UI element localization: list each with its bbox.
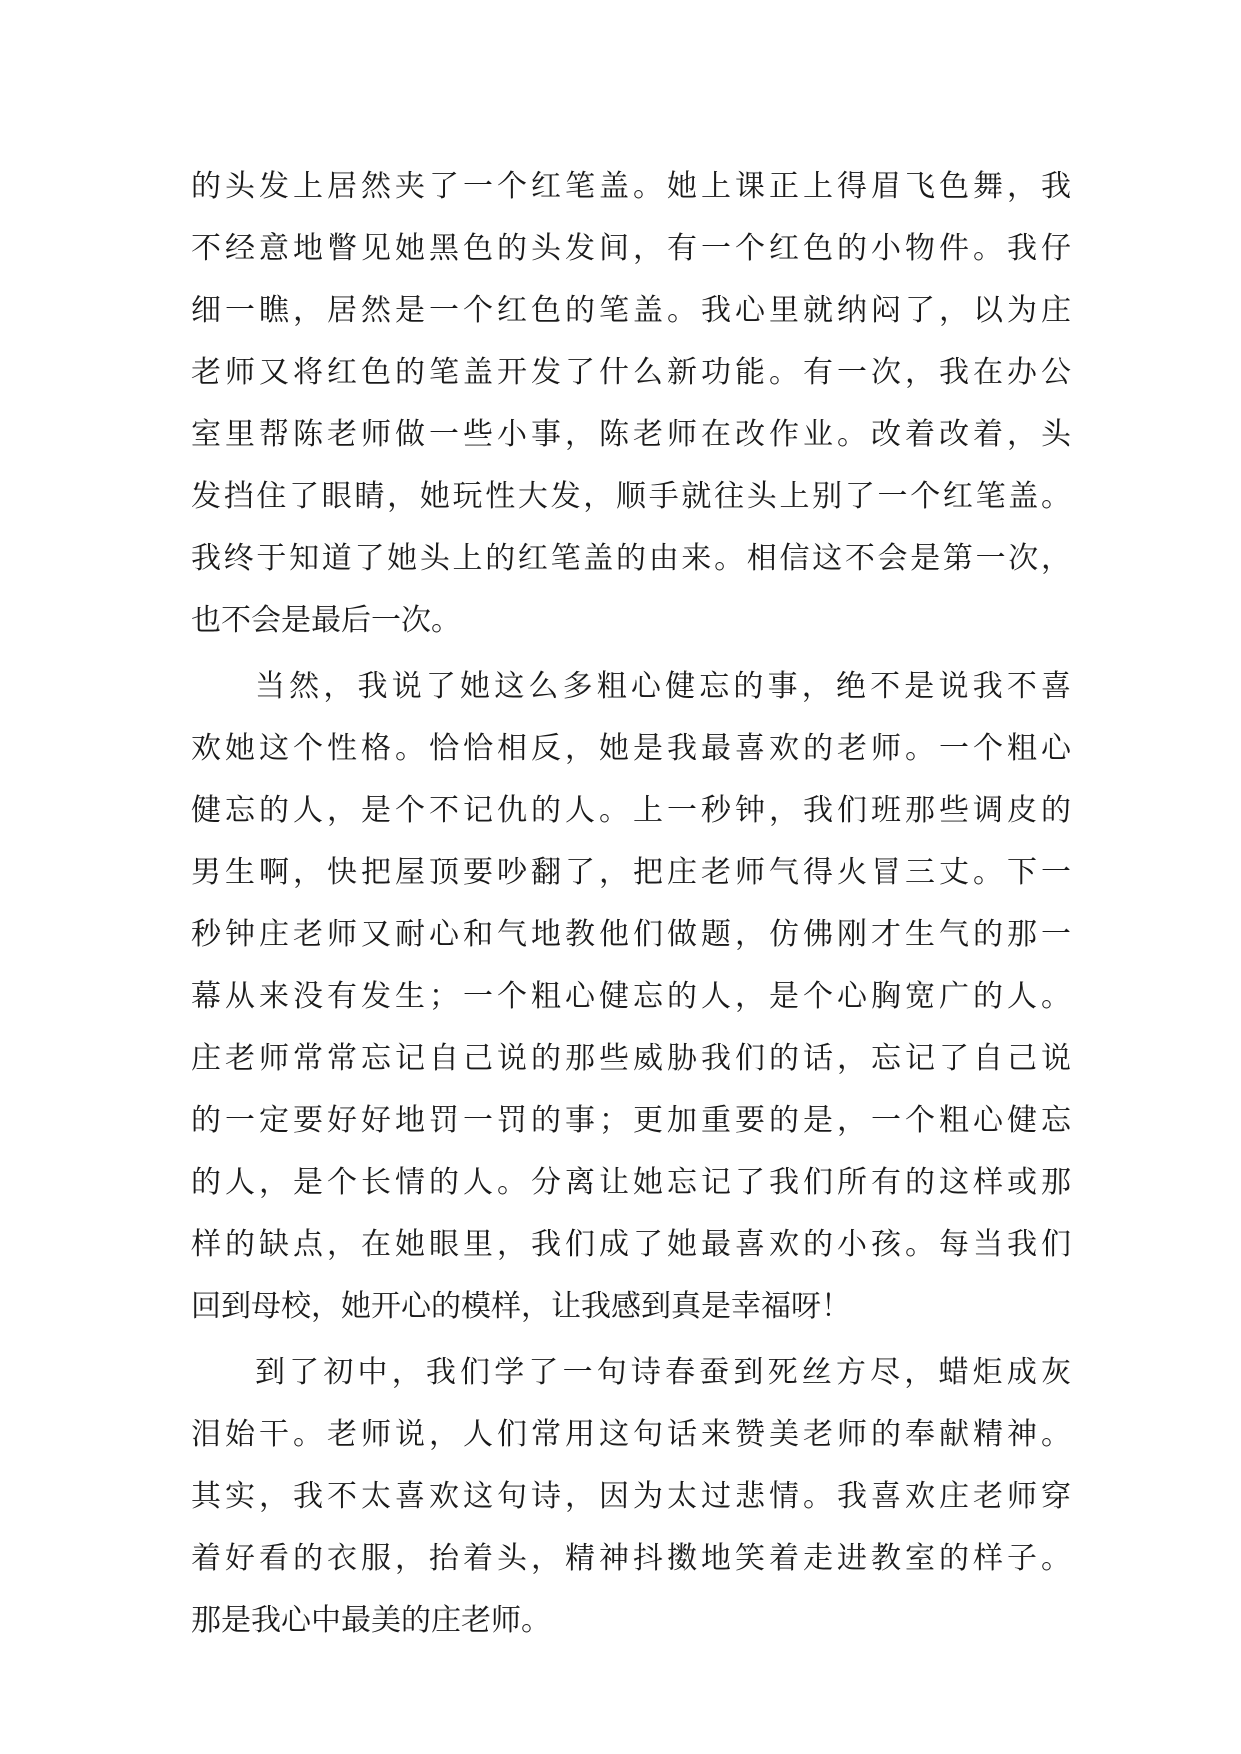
text-line: 男生啊，快把屋顶要吵翻了，把庄老师气得火冒三丈。下一 — [191, 855, 1071, 890]
text-line: 的人，是个长情的人。分离让她忘记了我们所有的这样或那 — [191, 1165, 1071, 1200]
document-body — [191, 156, 1071, 1652]
text-line: 也不会是最后一次。 — [191, 603, 461, 638]
text-line: 我终于知道了她头上的红笔盖的由来。相信这不会是第一次， — [191, 541, 1071, 576]
text-line: 的一定要好好地罚一罚的事；更加重要的是，一个粗心健忘 — [191, 1103, 1071, 1138]
paragraph-3 — [191, 1342, 1071, 1652]
text-line: 不经意地瞥见她黑色的头发间，有一个红色的小物件。我仔 — [191, 231, 1071, 266]
text-line: 那是我心中最美的庄老师。 — [191, 1603, 551, 1638]
text-line: 其实，我不太喜欢这句诗，因为太过悲情。我喜欢庄老师穿 — [191, 1479, 1071, 1514]
paragraph-2 — [191, 656, 1071, 1338]
text-line: 秒钟庄老师又耐心和气地教他们做题，仿佛刚才生气的那一 — [191, 917, 1071, 952]
text-line: 泪始干。老师说，人们常用这句话来赞美老师的奉献精神。 — [191, 1417, 1071, 1452]
text-line: 的头发上居然夹了一个红笔盖。她上课正上得眉飞色舞，我 — [191, 169, 1071, 204]
text-line: 老师又将红色的笔盖开发了什么新功能。有一次，我在办公 — [191, 355, 1071, 390]
text-line: 庄老师常常忘记自己说的那些威胁我们的话，忘记了自己说 — [191, 1041, 1071, 1076]
text-line: 回到母校，她开心的模样，让我感到真是幸福呀！ — [191, 1289, 851, 1324]
text-line: 到了初中，我们学了一句诗春蚕到死丝方尽，蜡炬成灰 — [255, 1355, 1071, 1390]
text-line: 健忘的人，是个不记仇的人。上一秒钟，我们班那些调皮的 — [191, 793, 1071, 828]
text-line: 当然，我说了她这么多粗心健忘的事，绝不是说我不喜 — [255, 669, 1071, 704]
paragraph-1 — [191, 156, 1071, 652]
text-line: 发挡住了眼睛，她玩性大发，顺手就往头上别了一个红笔盖。 — [191, 479, 1071, 514]
text-line: 着好看的衣服，抬着头，精神抖擞地笑着走进教室的样子。 — [191, 1541, 1071, 1576]
text-line: 欢她这个性格。恰恰相反，她是我最喜欢的老师。一个粗心 — [191, 731, 1071, 766]
text-line: 样的缺点，在她眼里，我们成了她最喜欢的小孩。每当我们 — [191, 1227, 1071, 1262]
text-line: 幕从来没有发生；一个粗心健忘的人，是个心胸宽广的人。 — [191, 979, 1071, 1014]
text-line: 细一瞧，居然是一个红色的笔盖。我心里就纳闷了，以为庄 — [191, 293, 1071, 328]
text-line: 室里帮陈老师做一些小事，陈老师在改作业。改着改着，头 — [191, 417, 1071, 452]
